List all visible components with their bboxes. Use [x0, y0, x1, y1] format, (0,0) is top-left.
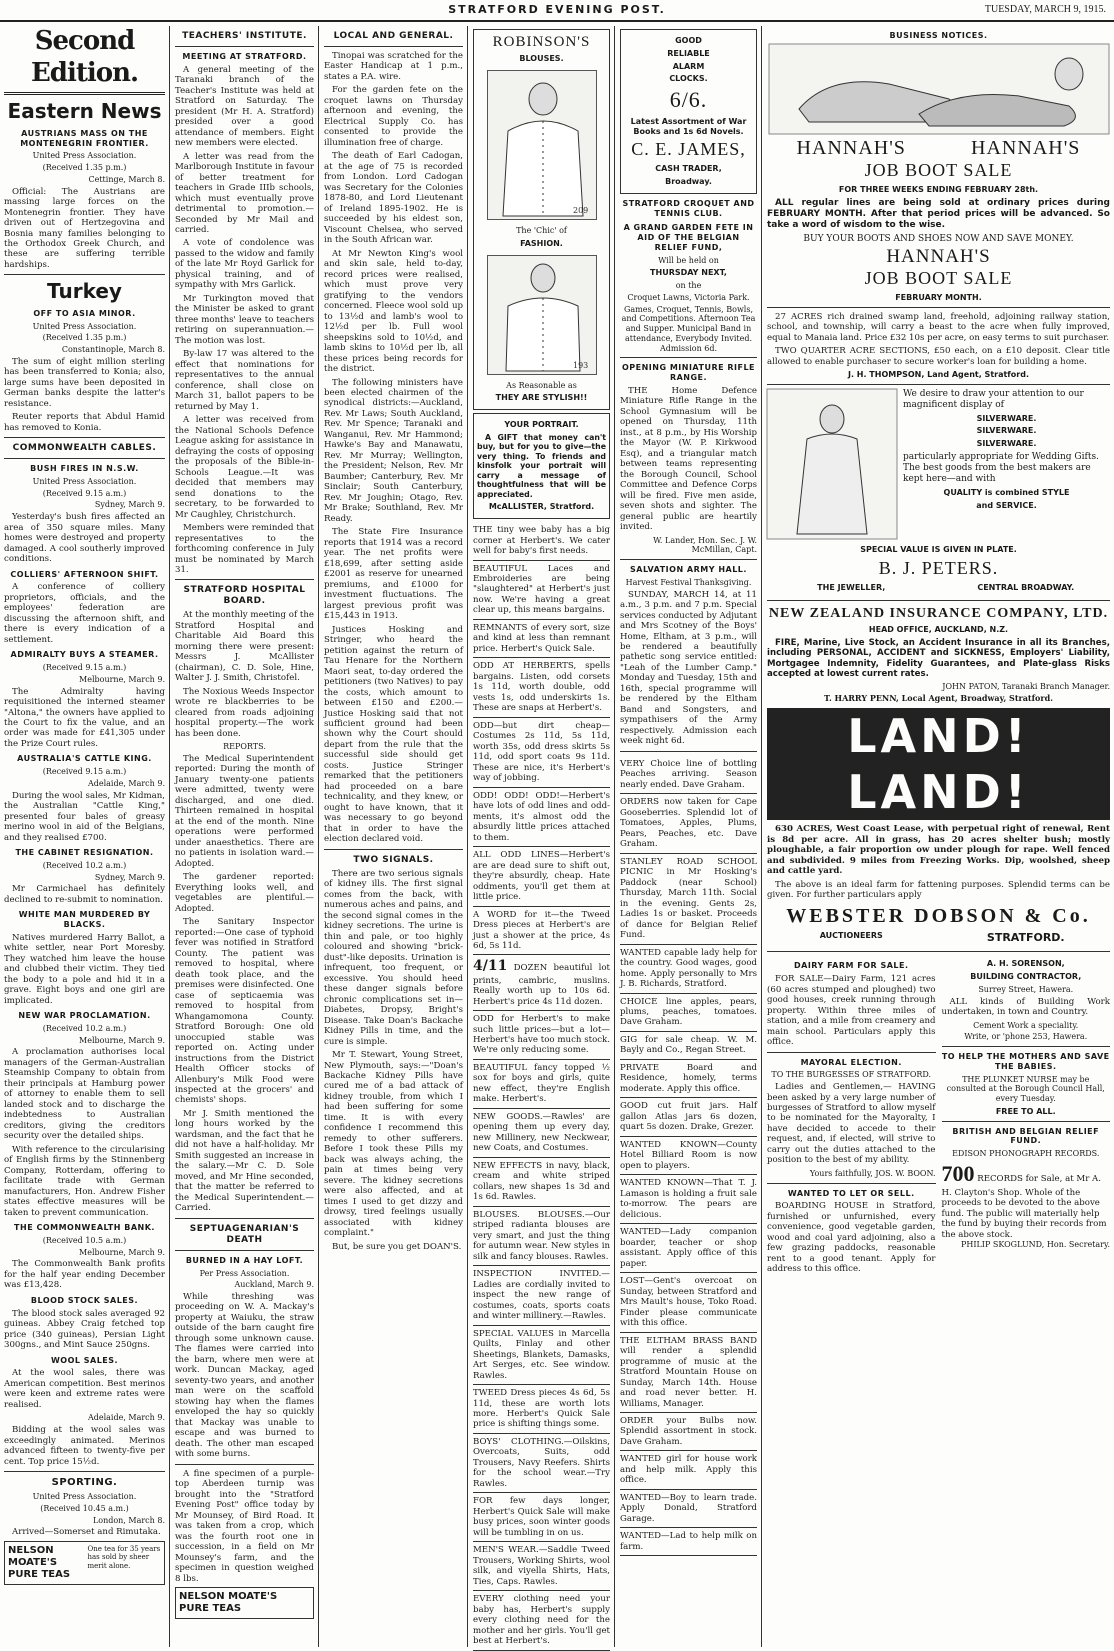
land-ad: 630 ACRES, West Coast Lease, with perpetual right of renewal, Rent is 8d per acre. All in grass, has 20 acres shelter bush; mostly ploughable, a fair proportion ow under plough for rape. Well fenced and subdivided. 9 miles from Freezing Works. Dip, woolshed, sheep and cattle yard.: [767, 824, 1110, 877]
sale-period: FEBRUARY MONTH.: [895, 292, 982, 302]
classified-ad: A WORD for it—the Tweed Dress pieces at Herbert's are just a shower at the price, 4s 6d, 5s 11d.: [473, 907, 610, 956]
notice-subheading: EDISON PHONOGRAPH RECORDS.: [952, 1149, 1100, 1159]
clocks-ad: [620, 29, 757, 194]
divider: [4, 274, 165, 275]
robinsons-blouses-ad: [473, 29, 610, 410]
ad-text: STRATFORD.: [986, 930, 1065, 944]
column-meetings: [171, 26, 319, 1647]
divider: [620, 751, 757, 752]
notice-place: Croquet Lawns, Victoria Park.: [627, 292, 750, 302]
article-body: At the monthly meeting of the Stratford Hospital and Charitable Aid Board this morning there were present: Messrs J. McAllister (chairman), C. D. Sole, Hine, Walter J. J. Smith, Christofel.: [175, 610, 314, 684]
notice-heading: WANTED TO LET OR SELL.: [787, 1188, 915, 1198]
notice-signature: Yours faithfully, JOS. W. BOON.: [809, 1168, 936, 1178]
blouse-illustration: [487, 70, 597, 220]
auctioneer-name: WEBSTER DOBSON & Co.: [786, 904, 1091, 927]
silverware-label: SILVERWARE.: [976, 413, 1037, 423]
ad-label: RELIABLE: [667, 48, 710, 58]
price: 6/6.: [669, 87, 708, 112]
classified-ad: ODD AT HERBERTS, spells bargains. Listen, odd corsets 1s 11d, worth double, odd vests 1s, odd underskirts 1s. These are snaps at Herbert's.: [473, 658, 610, 717]
article-body: Members were reminded that representatives to the forthcoming conference in July must be nominated by March 31.: [175, 523, 314, 575]
article-body: Reuter reports that Abdul Hamid has removed to Konia.: [4, 412, 165, 433]
divider: [175, 46, 314, 47]
dateline: Constantinople, March 8.: [61, 345, 165, 355]
classified-ad: BEAUTIFUL fancy topped ½ sox for boys and girls, quite new effect, they're English make. Herbert's.: [473, 1060, 610, 1109]
article-body: The sum of eight million sterling has been transferred to Konia; also, large sums have been deposited in German banks despite the latter's resistance.: [4, 356, 165, 409]
classified-ad: WANTED KNOWN—That T. J. Lamason is holding a fruit sale to-morrow. The pears are delicious.: [620, 1175, 757, 1224]
article-body: Tinopai was scratched for the Easter Handicap at 1 p.m., states a P.A. wire.: [324, 50, 463, 82]
article-body: A letter was read from the Marlborough Institute in favour of better treatment for teachers in Grade IIIb schools, which must eventually prove detrimental to promotion.—Seconded by Mr Mail and carried.: [175, 151, 314, 235]
ad-text: BUILDING CONTRACTOR,: [970, 972, 1082, 982]
notice-heading: MAYORAL ELECTION.: [800, 1057, 902, 1067]
column-drapery-ads: [469, 26, 615, 1647]
article-heading: BUSH FIRES IN N.S.W.: [30, 464, 139, 474]
article-heading: OFF TO ASIA MINOR.: [33, 308, 136, 318]
ad-text: Write, or 'phone 253, Hawera.: [964, 1032, 1088, 1042]
land-ad: The above is an ideal farm for fattening purposes. Splendid terms can be given. For further particulars apply: [767, 879, 1110, 901]
notice-heading: STRATFORD CROQUET AND TENNIS CLUB.: [622, 198, 755, 218]
ad-text: As Reasonable as: [506, 380, 577, 390]
article-heading: THE COMMONWEALTH BANK.: [14, 1223, 155, 1233]
classified-ad: ODD! ODD! ODD!—Herbert's have lots of odd lines and odd-ments, it's almost odd the absurdly little prices attached to them.: [473, 788, 610, 847]
ad-text: Surrey Street, Hawera.: [978, 984, 1074, 994]
ad-text: QUALITY is combined STYLE: [943, 487, 1070, 497]
ad-text: THE JEWELLER,: [817, 582, 886, 592]
article-body: While threshing was proceeding on W. A. Mackay's property at Waiuku, the straw outside of the barn caught fire through some unknown cause. The flames were carried into the barn, where men were at work. Duncan Mackay, aged seventy-two years, and another man were on the scaffold stowing hay when the flames enveloped the hay so quickly that Mackay was unable to escape and was burned to death. The other man escaped with some burns.: [175, 1292, 314, 1460]
job-boot-sale: JOB BOOT SALE: [864, 160, 1013, 181]
notice-subheading: Harvest Festival Thanksgiving.: [625, 577, 752, 587]
ad-text: SPECIAL VALUE IS GIVEN IN PLATE.: [860, 545, 1017, 555]
divider: [620, 357, 757, 358]
dateline: Cettinge, March 8.: [88, 174, 165, 184]
divider: [175, 1250, 314, 1251]
nelson-moate-ad: [4, 1541, 165, 1586]
dateline: Adelaide, March 9.: [87, 778, 165, 788]
article-body: A letter was received from the National Schools Defence League asking for assistance in defraying the costs of opposing the proposals of the Bible-in-Schools League.—It was decided that members may send donations to the secretary, to be forwarded to Mr Caughley, Christchurch.: [175, 415, 314, 520]
dateline: Sydney, March 9.: [94, 872, 165, 882]
notice-text: RECORDS for Sale, at Mr A. H. Clayton's Shop. Whole of the proceeds to be devoted to the above fund. The public will materially help the fund by buying their records from the above stock.: [941, 1173, 1107, 1240]
classified-ad: BEAUTIFUL Laces and Embroideries are being "slaughtered" at Herbert's just now. We're having a great clear up, this means bargains.: [473, 561, 610, 620]
classified-ad: VERY Choice line of bottling Peaches arriving. Season nearly ended. Dave Graham.: [620, 756, 757, 794]
association-line: United Press Association.: [32, 476, 137, 486]
ad-label: GOOD: [675, 36, 702, 45]
article-heading: TEACHERS' INSTITUTE.: [182, 31, 307, 41]
notice-heading: DAIRY FARM FOR SALE.: [793, 961, 909, 971]
divider: [324, 46, 463, 47]
land-ad: 27 ACRES rich drained swamp land, freehold, adjoining railway station, school, and township, will carry a beast to the acre when fully improved, equal to Manaia land. Price £32 10s per acre, on easy terms to suit purchaser.: [767, 311, 1110, 343]
divider: [767, 384, 1110, 385]
article-subheading: MEETING AT STRATFORD.: [182, 51, 307, 61]
article-body: The death of Earl Cadogan, at the age of 75 is recorded from London. Lord Cadogan was Secretary for the Colonies 1878-80, and Lord Lieutenant of Ireland 1895-1902. He is succeeded by his eldest son, Viscount Chelsea, who served in the South African war.: [324, 151, 463, 246]
article-heading: AUSTRIANS MASS ON THE MONTENEGRIN FRONTIER.: [20, 128, 149, 148]
ad-label: BLOUSES.: [519, 54, 564, 64]
ad-signature: McALLISTER, Stratford.: [488, 502, 595, 512]
article-body: For the garden fete on the croquet lawns on Thursday afternoon and evening, the Electrical Supply Co. has consented to provide the illumination free of charge.: [324, 85, 463, 148]
ad-text: DOZEN beautiful lot prints, cambric, muslins. Really worth up to 10s 6d. Herbert's price 4s 11d dozen.: [473, 963, 611, 1007]
ad-brand: NELSON MOATE'S PURE TEAS: [8, 1544, 71, 1581]
ad-label: THEY ARE STYLISH!!: [495, 393, 588, 403]
divider: [767, 600, 1110, 601]
sale-period: FOR THREE WEEKS ENDING FEBRUARY 28th.: [838, 185, 1039, 195]
ad-text: particularly appropriate for Wedding Gifts. The best goods from the best makers are kept here—and with: [903, 451, 1099, 484]
classified-ad: ALL ODD LINES—Herbert's are are dead sure to shift out, they're absurdly, cheap. Hate oddments, you'll get them at little price.: [473, 847, 610, 906]
article-body: At the wool sales, there was American competition. Best merinos were keen and extreme rates were realised.: [4, 1368, 165, 1410]
ad-text: ALL kinds of Building Work undertaken, in town and Country.: [941, 996, 1110, 1018]
divider: [175, 1218, 314, 1219]
classified-ad: STANLEY ROAD SCHOOL PICNIC in Mr Hosking's Paddock (near School) Thursday, March 11th. Social in the evening. Gents 2s, Ladies 1s or basket. Proceeds of dance for Belgian Relief Fund.: [620, 854, 757, 945]
ad-label: YOUR PORTRAIT.: [504, 420, 579, 430]
article-body: The following ministers have been elected chairmen of the synodical districts:—Auckland, Rev. Mr Laws; South Auckland, Rev. Mr Spence; Taranaki and Wanganui, Rev. Mr Hammond; Hawke's Bay and Manawatu, Rev. Mr Murray; Wellington, the President; Nelson, Rev. Mr Baumber; Canterbury, Rev. Mr Sinclair; South Canterbury, Rev. Mr Joughin; Otago, Rev. Mr Brake; Southland, Rev. Mr Ready.: [324, 377, 463, 524]
classified-ad: [473, 955, 610, 1011]
article-body: A conference of colliery proprietors, officials, and the employees' federation are discussing the afternoon shift, and there is every indication of a settlement.: [4, 582, 165, 645]
ad-signature: T. HARRY PENN, Local Agent, Broadway, Stratford.: [824, 693, 1053, 704]
notice-text: FOR SALE—Dairy Farm, 121 acres (60 acres stumped and ploughed) two good houses, creek running through property. Within three miles of station, and a mile from creamery and main school. Particulars apply this office.: [767, 974, 936, 1048]
dateline: Melbourne, March 9.: [79, 674, 165, 684]
notice-text: on the: [675, 281, 702, 291]
classified-ad: ODD—but dirt cheap—Costumes 2s 11d, 5s 11d, worth 35s, odd dress skirts 5s 11d, odd sport coats 9s 11d. These are nice, it's Herbert's way of jobbing.: [473, 718, 610, 788]
reports-subheading: REPORTS.: [223, 742, 266, 752]
ad-signature: JOHN PATON, Taranaki Branch Manager.: [942, 682, 1110, 692]
classified-ad: BOYS' CLOTHING.—Oilskins, Overcoats, Suits, odd Trousers, Navy Reefers. Shirts for the school wear.—Try Rawles.: [473, 1434, 610, 1493]
section-heading: SPORTING.: [51, 1476, 118, 1488]
notice-text: Will be held on: [658, 255, 719, 265]
article-body: At Mr Newton King's wool and skin sale, held to-day, record prices were realised, which must prove very gratifying to the vendors concerned. Fleece wool sold up to 13½d and lamb's wool to 12½d per lb. Full wool sheepskins sold to 10½d, and lamb skins to 10½d per lb, all these prices being records for the district.: [324, 248, 463, 375]
ad-text: One tea for 35 years has sold by sheer merit alone.: [87, 1544, 161, 1570]
column-cables: [0, 26, 170, 1647]
issue-date: TUESDAY, MARCH 9, 1915.: [984, 4, 1106, 15]
article-body: During the wool sales, Mr Kidman, the Australian "Cattle King," presented four bales of greasy merino wool in aid of the Belgians, and they realised £700.: [4, 790, 165, 843]
notice-text: SUNDAY, MARCH 14, at 11 a.m., 3 p.m. and 7 p.m. Special services conducted by Adjutant and Mrs Scotney of the Boys' Home, Eltham, at 3 p.m., will be rendered a beautifully pathetic song service entitled: "Leah of the Lumber Camp." Monday and Tuesday, 15th and 16th, special programme will be rendered by the Eltham Band and Songsters, and sympathisers of the Army respectively. Admission each week night 6d.: [620, 589, 757, 747]
divider: [942, 1121, 1111, 1122]
received-line: (Received 10.5 a.m.): [42, 1235, 127, 1245]
article-body: A proclamation authorises local managers of the German-Australian Steamship Company to obtain from their principals at Hamburg power of attorney to enable them to sell landed stock and to discharge the indebtedness to Australian creditors, giving the creditors security over the detailed ships.: [4, 1047, 165, 1142]
received-line: (Received 9.15 a.m.): [42, 663, 127, 673]
notice-text: Games, Croquet, Tennis, Bowls, and Competitions. Afternoon Tea and Supper. Municipal Band in attendance, Everybody Invited. Admission 6d.: [621, 304, 756, 353]
article-body: The Medical Superintendent reported: During the month of January twenty-one patients were admitted, twenty were discharged, and one died. Thirteen remained in hospital at the end of the month. Nine operations were performed under anaesthetics. There are no patients in isolation ward.—Adopted.: [175, 753, 314, 869]
classified-ad: SPECIAL VALUES in Marcella Quilts, Finlay and other Sheetings, Blankets, Damasks, Art Serges, etc. See window. Rawles.: [473, 1326, 610, 1385]
figure-number: 209: [572, 206, 588, 216]
masthead: STRATFORD EVENING POST.: [448, 3, 666, 16]
divider: [767, 1052, 936, 1053]
column-notices: [616, 26, 762, 1647]
classified-ad: MEN'S WEAR.—Saddle Tweed Trousers, Working Shirts, wool silk, and viyella Shirts, Hats, Ties, Caps. Rawles.: [473, 1542, 610, 1591]
job-boot-sale: JOB BOOT SALE: [864, 267, 1013, 288]
article-heading: ADMIRALTY BUYS A STEAMER.: [10, 650, 159, 660]
column-business-notices: [763, 26, 1114, 1647]
ad-text: CENTRAL BROADWAY.: [977, 582, 1075, 592]
dateline: London, March 8.: [92, 1515, 165, 1525]
insurance-company: NEW ZEALAND INSURANCE COMPANY, LTD.: [768, 605, 1109, 621]
notice-signature: W. Lander, Hon. Sec. J. W. McMillan, Capt.: [653, 535, 757, 555]
divider: [4, 437, 165, 438]
divider: [942, 1046, 1111, 1047]
article-heading: STRATFORD HOSPITAL BOARD.: [183, 585, 306, 607]
turkey-heading: Turkey: [47, 279, 122, 304]
ad-text: Cement Work a speciality.: [973, 1020, 1079, 1030]
figure-number: 193: [572, 360, 588, 370]
divider: [767, 307, 1110, 308]
ad-text: A. H. SORENSON,: [986, 959, 1065, 969]
ad-text: We desire to draw your attention to our magnificent display of: [903, 388, 1084, 410]
agent-signature: J. H. THOMPSON, Land Agent, Stratford.: [847, 370, 1029, 380]
shop-illustration: [767, 389, 897, 539]
ad-label: FASHION.: [520, 238, 563, 248]
classified-ad: LOST—Gent's overcoat on Sunday, between Stratford and Mrs Mault's house, Toko Road. Finder please communicate with this office.: [620, 1273, 757, 1332]
article-body: But, be sure you get DOAN'S.: [332, 1241, 462, 1252]
article-body: The Commonwealth Bank profits for the half year ending December was £13,428.: [4, 1259, 165, 1291]
notice-text: Ladies and Gentlemen,— HAVING been asked by a very large number of burgesses of Stratford to allow myself to be nominated for the Mayoralty, I have decided to accede to their request, and, if elected, will strive to carry out the duties attached to the position to the best of my ability.: [767, 1082, 936, 1166]
classified-ad: CHOICE line apples, pears, plums, peaches, tomatoes. Dave Graham.: [620, 994, 757, 1032]
classified-ad: ODD for Herbert's to make such little prices—but a lot—Herbert's have too much stock. We're only reducing some.: [473, 1011, 610, 1060]
notice-text: BOARDING HOUSE in Stratford, furnished or unfurnished, every convenience, good vegetable garden, wood and coal yard adjoining, also a few grazing paddocks, reasonable rent to a good tenant. Apply for address to this office.: [767, 1201, 936, 1275]
land-headline: LAND! LAND!: [767, 708, 1110, 820]
classified-ad: BLOUSES. BLOUSES.—Our striped radianta blouses are very smart, and just the thing for autumn wear. New styles in silk and fancy blouses. Rawles.: [473, 1207, 610, 1266]
ad-text: and SERVICE.: [976, 500, 1037, 510]
article-body: The Admiralty having requisitioned the interned steamer "Altona," the owners have applied to the Court to fix the value, and an order was made for £41,305 under the Prize Court rules.: [4, 686, 165, 749]
silverware-label: SILVERWARE.: [976, 439, 1037, 449]
classified-ad: THE tiny wee baby has a big corner at Herbert's. We cater well for baby's first needs.: [473, 522, 610, 560]
notice-text: FREE TO ALL.: [995, 1106, 1056, 1116]
article-heading: WOOL SALES.: [50, 1355, 119, 1365]
ad-label: CASH TRADER,: [655, 164, 722, 174]
divider: [324, 849, 463, 850]
ad-text: AUCTIONEERS: [819, 930, 883, 940]
classified-ad: THE ELTHAM BRASS BAND will render a splendid programme of music at the Stratford Mountain House on Sunday, March 14th. House and road never better. H. Williams, Manager.: [620, 1333, 757, 1413]
article-body: The Sanitary Inspector reported:—One case of typhoid fever was notified in Stratford County. The patient was removed to hospital, where death took place, and the premises were disinfected. One case of septicaemia was removed to hospital from Whangamomona County. Stratford Borough: One old unoccupied stable was reported on. Acting under instructions from the District Health Officer stocks of Allenbury's Milk Food were inspected at the grocers' and chemists' shops.: [175, 917, 314, 1106]
article-heading: WHITE MAN MURDERED BY BLACKS.: [18, 910, 151, 930]
divider: [620, 559, 757, 560]
section-heading: BUSINESS NOTICES.: [889, 31, 988, 40]
notice-text: THE Home Defence Miniature Rifle Range in the School Gymnasium will be opened on Thursday, 11th inst., at 8 p.m., by His Worship the Mayor (W. P. Kirkwood Esq), and a triangular match between teams representing the Borough Council, School Committee and Defence Corps will be fired. Five men aside, seven shots and sighter. The general public are heartily invited.: [620, 385, 757, 533]
article-body: Natives murdered Harry Ballot, a white settler, near Port Moresby. They watched him leave the house and clubbed their victim. They tied the body to a pole and hid it in a grave. Eight boys and one girl are implicated.: [4, 932, 165, 1006]
classified-ad: TWEED Dress pieces 4s 6d, 5s 11d, these are worth lots more. Herbert's Quick Sale price is shifting things some.: [473, 1385, 610, 1434]
jeweller-name: B. J. PETERS.: [878, 558, 999, 578]
article-body: A general meeting of the Taranaki branch of the Teacher's Institute was held at Stratford on Saturday. The president (Mr H. A. Stratford) presided over a good attendance of members. Eight new members were elected.: [175, 64, 314, 149]
notice-signature: PHILIP SKOGLUND, Hon. Secretary.: [960, 1240, 1110, 1250]
classified-ad: NEW GOODS.—Rawles' are opening them up every day, new Millinery, new Neckwear, new Coats, and Costumes.: [473, 1109, 610, 1158]
dateline: Auckland, March 9.: [234, 1280, 314, 1290]
received-line: (Received 1.35 p.m.): [42, 333, 127, 343]
article-body: A fine specimen of a purple-top Aberdeen turnip was brought into the "Stratford Evening Post" office today by Mr Mounsey, of Bird Road. It was taken from a crop, which was the fourth root one in succession, in a field on Mr Mounsey's farm, and the specimen in question weighed 8 lbs.: [175, 1468, 314, 1584]
article-heading: AUSTRALIA'S CATTLE KING.: [17, 754, 152, 764]
land-ad: TWO QUARTER ACRE SECTIONS, £50 each, on a £10 deposit. Clear title allowed to enable purchaser to secure worker's loan for building a home.: [767, 346, 1110, 367]
portrait-ad: [473, 413, 610, 519]
article-body: The Noxious Weeds Inspector wrote re blackberries to be cleared from roads adjoining hospital property.—The work has been done.: [175, 686, 314, 739]
ad-text: HEAD OFFICE, AUCKLAND, N.Z.: [868, 624, 1009, 634]
silverware-label: SILVERWARE.: [976, 426, 1037, 436]
article-body: Mr Carmichael has definitely declined to re-submit to nomination.: [4, 884, 165, 905]
classified-ad: EVERY clothing need your baby has, Herbert's supply every clothing need for the mother and her girls. You'll get best at Herbert's.: [473, 1591, 610, 1650]
classified-ad: ORDERS now taken for Cape Gooseberries. Splendid lot of Tomatoes, Apples, Plums, Pears, Peaches, etc. Dave Graham.: [620, 794, 757, 853]
classified-ad: PRIVATE Board and Residence, homely, terms moderate. Apply this office.: [620, 1060, 757, 1098]
article-body: By-law 17 was altered to the effect that nominations for representatives to the annual conference, shall close on March 31, ballot papers to be returned by May 1.: [175, 349, 314, 412]
ad-brand: NELSON MOATE'S PURE TEAS: [179, 1591, 278, 1615]
blouse-illustration: [487, 255, 597, 375]
classified-ad: WANTED girl for house work and help milk. Apply this office.: [620, 1451, 757, 1489]
dateline: Sydney, March 9.: [94, 500, 165, 510]
article-body: With reference to the circularising of English firms by the Stinnenberg Company, Rotterdam, offering to facilitate trade with German manufacturers, Hon. Andrew Fisher states effective measures will be taken to prevent communication.: [4, 1144, 165, 1218]
article-heading: NEW WAR PROCLAMATION.: [18, 1011, 151, 1021]
record-count: 700: [941, 1160, 975, 1186]
nelson-moate-ad: [175, 1587, 314, 1619]
received-line: (Received 9.15 a.m.): [42, 488, 127, 498]
boots-illustration: [769, 44, 1109, 134]
classified-ad: ORDER your Bulbs now. Splendid assortment in stock. Dave Graham.: [620, 1413, 757, 1451]
ad-text: ALL regular lines are being sold at ordinary prices during FEBRUARY MONTH. After that period prices will be advanced. So take a word of wisdom to the wise.: [767, 197, 1110, 230]
notice-heading: BRITISH AND BELGIAN RELIEF FUND.: [952, 1126, 1100, 1146]
association-line: United Press Association.: [32, 321, 137, 331]
article-body: A vote of condolence was passed to the widow and family of the late Mr Royd Garlick for physical training, and of sympathy with Mrs Garlick.: [175, 238, 314, 291]
article-body: Arrived—Somerset and Rimutaka.: [12, 1527, 161, 1538]
ad-brand: ROBINSON'S: [492, 34, 591, 50]
article-body: Justices Hosking and Stringer, who heard the petition against the return of Tau Henare for the Northern Maori seat, to-day ordered the petitioners (two Natives) to pay the costs, which amount to between £150 and £200.—Justice Hosking said that not sufficient ground had been shown why the Court should depart from the rule that the successful side should get costs. Justice Stringer remarked that the petitioners had proceeded on a bare technicality, and they knew, or ought to have known, that it was necessary to go beyond that in order to have the election declared void.: [324, 624, 463, 845]
article-body: Mr Turkington moved that the Minister be asked to grant three months' leave to teachers retiring on superannuation.—The motion was lost.: [175, 293, 314, 346]
received-line: (Received 10.2 a.m.): [42, 1023, 127, 1033]
article-body: The gardener reported: Everything looks well, and vegetables are plentiful.—Adopted.: [175, 872, 314, 914]
classified-ad: WANTED capable lady help for the country. Good wages, good home. Apply personally to Mrs J. B. Richards, Stratford.: [620, 945, 757, 994]
section-heading: LOCAL AND GENERAL.: [333, 31, 454, 41]
notice-subheading: A GRAND GARDEN FETE IN AID OF THE BELGIAN RELIEF FUND,: [623, 223, 754, 252]
dateline: Adelaide, March 9.: [87, 1413, 165, 1423]
divider: [175, 579, 314, 580]
ad-label: CLOCKS.: [669, 74, 708, 84]
article-heading: COLLIERS' AFTERNOON SHIFT.: [10, 569, 159, 579]
article-body: The State Fire Insurance reports that 1914 was a record year. The net profits were £18,699, after setting aside £2001 as reserve for unearned premiums, and £1000 for investment fluctuations. The largest previous profit was £15,443 in 1913.: [324, 527, 463, 622]
notice-heading: SALVATION ARMY HALL.: [630, 565, 747, 575]
section-heading: COMMONWEALTH CABLES.: [12, 443, 157, 454]
article-body: Bidding at the wool sales was exceedingly animated. Merinos advanced fifteen to twenty-five per cent. Top price 15½d.: [4, 1425, 165, 1467]
divider: [767, 951, 1110, 952]
classified-ad: REMNANTS of every sort, size and kind at less than remnant price. Herbert's Quick Sale.: [473, 620, 610, 658]
article-body: Official: The Austrians are massing large forces on the Montenegrin frontier. They have driven out of Hertzegovina and Bosnia many families belonging to the Orthodox Greek Church, and these are suffering terrible hardships.: [4, 186, 165, 270]
article-heading: THE CABINET RESIGNATION.: [15, 848, 154, 858]
article-heading: TWO SIGNALS.: [353, 854, 434, 865]
ad-text: The 'Chic' of: [516, 226, 567, 236]
divider: [4, 1471, 165, 1472]
eastern-news-heading: Eastern News: [7, 99, 162, 124]
classified-ad: NEW EFFECTS in navy, black, cream and white striped collars, new shapes 1s 3d and 1s 6d. Rawles.: [473, 1158, 610, 1207]
dateline: Melbourne, March 9.: [79, 1035, 165, 1045]
ad-label: Broadway.: [665, 177, 712, 187]
received-line: (Received 1.35 p.m.): [42, 163, 127, 173]
hannahs-title: HANNAH'S: [886, 245, 991, 267]
notice-text: THE PLUNKET NURSE may be consulted at the Borough Council Hall, every Tuesday.: [946, 1074, 1105, 1104]
classified-ad: INSPECTION INVITED.—Ladies are cordially invited to inspect the new range of costumes, coats, sports coats and winter millinery.—Rawles.: [473, 1266, 610, 1325]
merchant-name: C. E. JAMES,: [631, 139, 746, 160]
classified-ad: WANTED—Lad to help milk on farm.: [620, 1528, 757, 1556]
ad-text: BUY YOUR BOOTS AND SHOES NOW AND SAVE MONEY.: [803, 233, 1074, 244]
second-edition-title: Second Edition.: [4, 26, 165, 95]
hannahs-title: HANNAH'S: [796, 136, 906, 159]
classified-ad: FOR few days longer, Herbert's Quick Sale will make busy prices, soon winter goods will be tumbling in on us.: [473, 1493, 610, 1542]
divider: [767, 1183, 936, 1184]
classified-ad: GIG for sale cheap. W. M. Bayly and Co., Regan Street.: [620, 1032, 757, 1060]
article-body: There are two serious signals of kidney ills. The first signal comes from the back, with numerous aches and pains, and the second signal comes in the kidney secretions. The urine is thin and pale, or too highly coloured and showing "brick-dust"-like deposits. Urination is infrequent, too frequent, or excessive. You should heed these danger signals before chronic complications set in—Diabetes, Dropsy, Bright's Disease. Take Doan's Backache Kidney Pills in time, and the cure is simple.: [324, 868, 463, 1047]
article-heading: SEPTUAGENARIAN'S DEATH: [189, 1223, 300, 1245]
classified-ad: GOOD cut fruit jars. Half gallon Atlas jars 6s dozen, quart 5s dozen. Drake, Grezer.: [620, 1098, 757, 1136]
article-body: Mr J. Smith mentioned the long hours worked by the wardsman, and the fact that he did not have a half-holiday. Mr Smith suggested an increase in the salary.—Mr C. D. Sole moved, and Mr Hine seconded, that the matter be referred to the Medical Superintendent.—Carried.: [175, 1108, 314, 1214]
association-line: United Press Association.: [32, 1492, 137, 1502]
ad-text: A GIFT that money can't buy, but for you to give—the very thing. To friends and kinsfolk your portrait will carry a message of thoughtfulness that will be appreciated.: [477, 432, 606, 499]
notice-heading: OPENING MINIATURE RIFLE RANGE.: [621, 363, 756, 383]
price-figure: 4/11: [473, 958, 508, 975]
notice-day: THURSDAY NEXT,: [650, 268, 727, 278]
dateline: Melbourne, March 9.: [79, 1247, 165, 1257]
classified-ad: WANTED KNOWN—County Hotel Billiard Room is now open to players.: [620, 1137, 757, 1175]
received-line: (Received 9.15 a.m.): [42, 767, 127, 777]
page-header: [0, 0, 1114, 22]
association-line: United Press Association.: [32, 151, 137, 161]
hannahs-title: HANNAH'S: [971, 136, 1081, 159]
article-body: Mr T. Stewart, Young Street, New Plymouth, says:—"Doan's Backache Kidney Pills have cured me of a bad attack of kidney trouble, from which I had been suffering for some time. It is with every confidence I recommend this remedy to other sufferers. Before I took these Pills my back was always aching, the pain at times being very severe. The kidney secretions were also affected, and at times I used to get dizzy and drowsy, tired feelings usually associated with kidney complaint.": [324, 1050, 463, 1239]
association-line: Per Press Association.: [199, 1268, 290, 1278]
classified-ad: WANTED—Boy to learn trade. Apply Donald, Stratford Garage.: [620, 1490, 757, 1528]
classified-ad: WANTED—Lady companion boarder, teacher or shop assistant. Apply office of this paper.: [620, 1224, 757, 1273]
article-body: The blood stock sales averaged 92 guineas. Abbey Craig fetched top price (340 guineas), Persian Light 300gns., and Mint Sauce 250gns.: [4, 1308, 165, 1351]
ad-text: Latest Assortment of War Books and 1s 6d Novels.: [630, 116, 747, 136]
article-subheading: BURNED IN A HAY LOFT.: [185, 1255, 304, 1265]
article-heading: BLOOD STOCK SALES.: [30, 1295, 139, 1305]
received-line: (Received 10.2 a.m.): [42, 860, 127, 870]
ad-label: ALARM: [672, 61, 705, 71]
divider: [175, 1464, 314, 1465]
ad-text: FIRE, Marine, Live Stock, an Accident Insurance in all its Branches, including PERSONAL, ACCIDENT and SICKNESS, Employers' Liability, Mortgagee Indemnity, Fidelity Guarantees, and Plate-glass Risks accepted at lowest current rates.: [767, 637, 1110, 679]
column-local-general: [320, 26, 468, 1647]
received-line: (Received 10.45 a.m.): [40, 1503, 129, 1513]
notice-subheading: TO THE BURGESSES OF STRATFORD.: [771, 1070, 932, 1080]
notice-heading: TO HELP THE MOTHERS AND SAVE THE BABIES.: [941, 1052, 1110, 1071]
article-body: Yesterday's bush fires affected an area of 350 square miles. Many homes were destroyed and property damaged. A cool southerly improved conditions.: [4, 512, 165, 565]
divider: [4, 458, 165, 459]
